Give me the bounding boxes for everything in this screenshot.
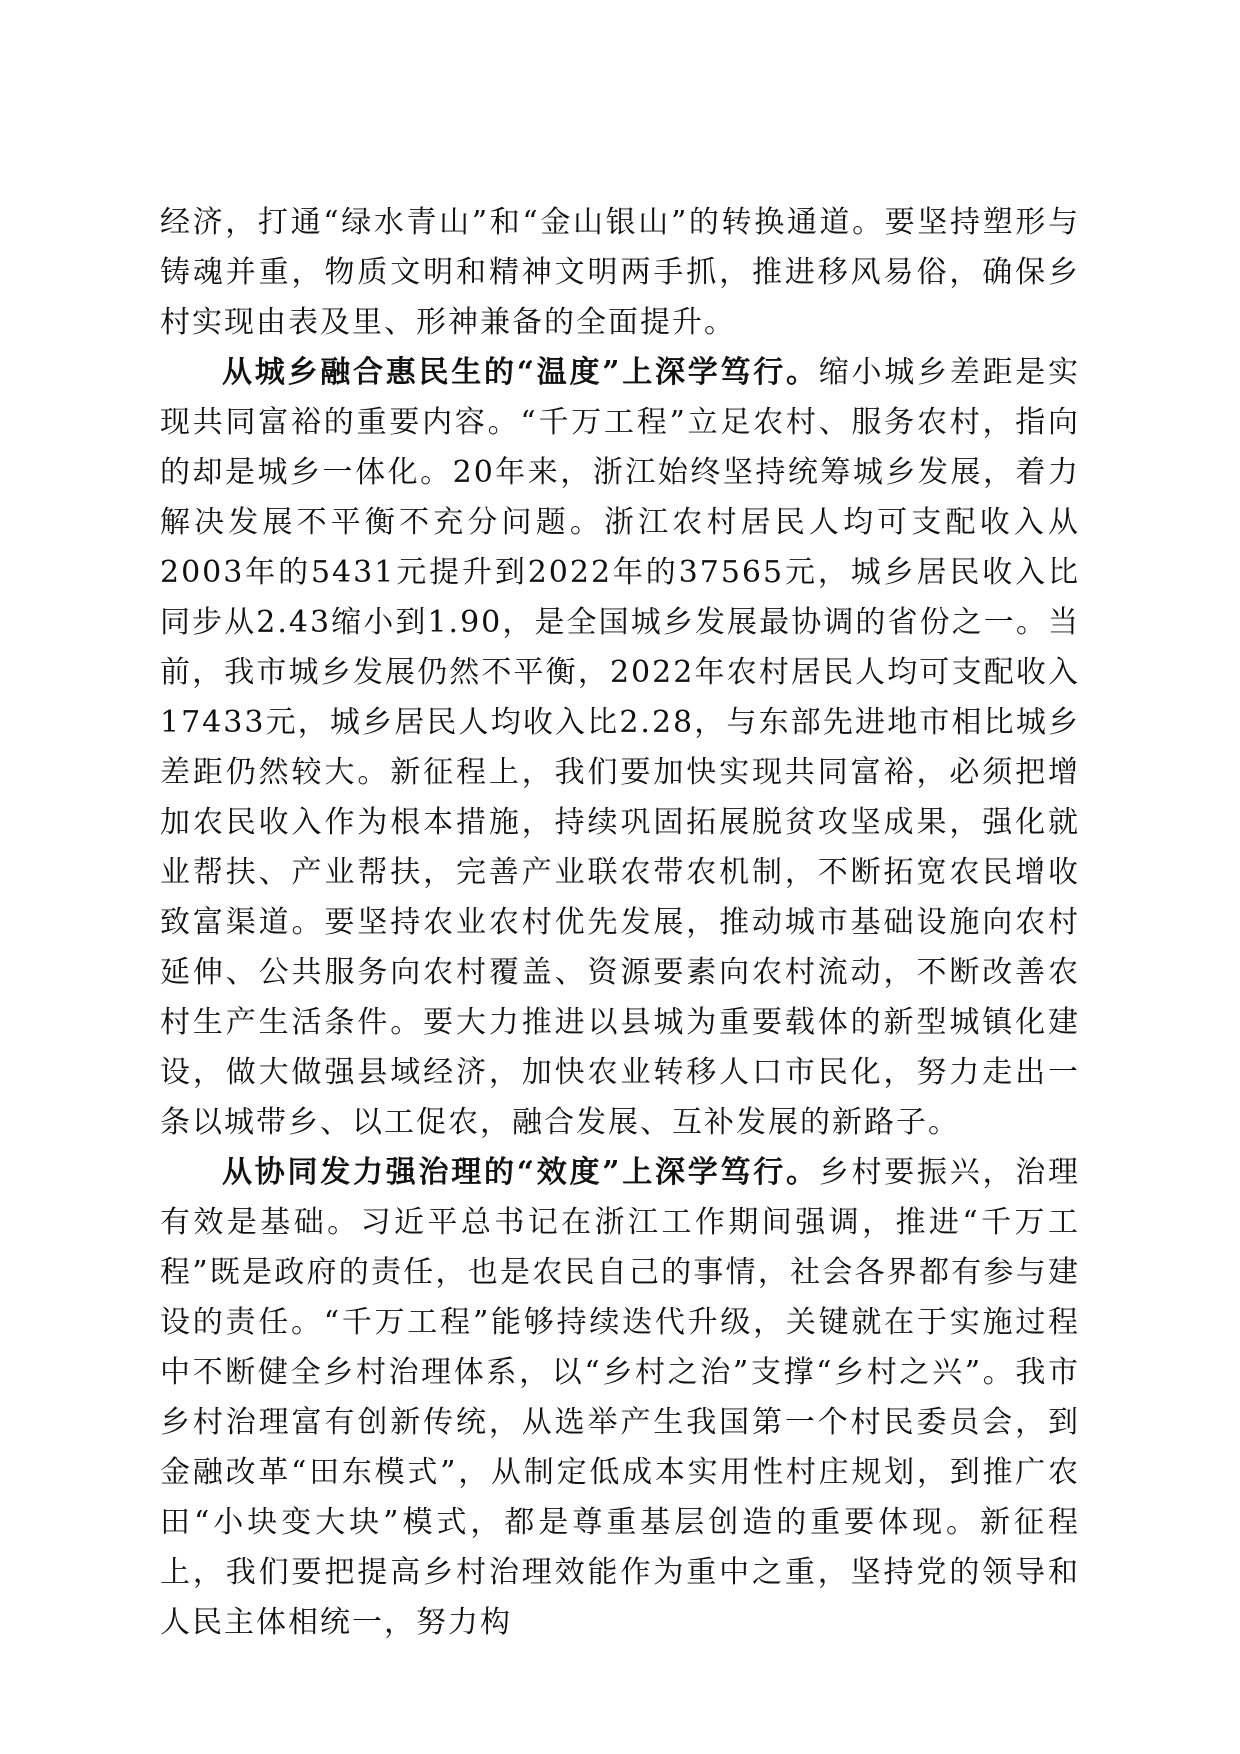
paragraph-urban-rural-integration: [160, 348, 1080, 1148]
paragraph-heading: 从协同发力强治理的“效度”上深学笃行。: [222, 1155, 819, 1190]
paragraph-continuation: [160, 198, 1080, 348]
paragraph-text: 缩小城乡差距是实现共同富裕的重要内容。“千万工程”立足农村、服务农村，指向的却是城乡一体化。20年来，浙江始终坚持统筹城乡发展，着力解决发展不平衡不充分问题。浙江农村居民人均可支配收入从2003年的5431元提升到2022年的37565元，城乡居民收入比同步从2.43缩小到1.90，是全国城乡发展最协调的省份之一。当前，我市城乡发展仍然不平衡，2022年农村居民人均可支配收入17433元，城乡居民人均收入比2.28，与东部先进地市相比城乡差距仍然较大。新征程上，我们要加快实现共同富裕，必须把增加农民收入作为根本措施，持续巩固拓展脱贫攻坚成果，强化就业帮扶、产业帮扶，完善产业联农带农机制，不断拓宽农民增收致富渠道。要坚持农业农村优先发展，推动城市基础设施向农村延伸、公共服务向农村覆盖、资源要素向农村流动，不断改善农村生产生活条件。要大力推进以县城为重要载体的新型城镇化建设，做大做强县域经济，加快农业转移人口市民化，努力走出一条以城带乡、以工促农，融合发展、互补发展的新路子。: [160, 355, 1080, 1140]
paragraph-text: 乡村要振兴，治理有效是基础。习近平总书记在浙江工作期间强调，推进“千万工程”既是政府的责任，也是农民自己的事情，社会各界都有参与建设的责任。“千万工程”能够持续迭代升级，关键就在于实施过程中不断健全乡村治理体系，以“乡村之治”支撑“乡村之兴”。我市乡村治理富有创新传统，从选举产生我国第一个村民委员会，到金融改革“田东模式”，从制定低成本实用性村庄规划，到推广农田“小块变大块”模式，都是尊重基层创造的重要体现。新征程上，我们要把提高乡村治理效能作为重中之重，坚持党的领导和人民主体相统一，努力构: [160, 1155, 1080, 1640]
paragraph-governance: [160, 1148, 1080, 1648]
document-body: [160, 198, 1080, 1648]
paragraph-text: 经济，打通“绿水青山”和“金山银山”的转换通道。要坚持塑形与铸魂并重，物质文明和精神文明两手抓，推进移风易俗，确保乡村实现由表及里、形神兼备的全面提升。: [160, 205, 1080, 340]
paragraph-heading: 从城乡融合惠民生的“温度”上深学笃行。: [222, 355, 819, 390]
